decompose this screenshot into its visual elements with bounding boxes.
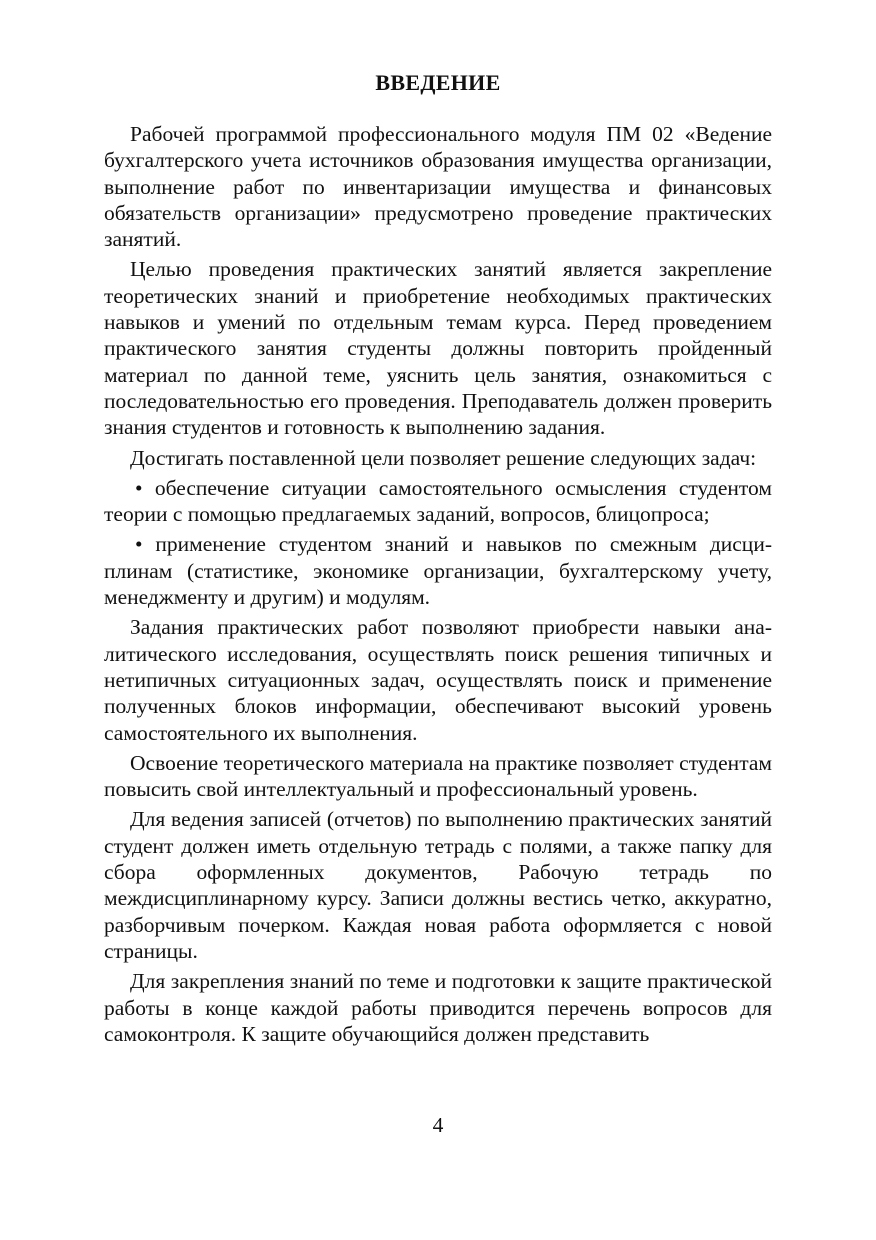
paragraph-tasks-intro: Достигать поставленной цели позволяет решение следующих задач: xyxy=(130,445,757,470)
paragraph-purpose: Целью проведения практических занятий является закрепление теоретических знаний и приобретение необходимых практических навыков и умений по отдельным темам курса. Перед проведением практического занятия студенты должны повторить пройденный материал по данной теме, уяснить цель занятия, ознакомиться с последовательностью его проведения. Преподаватель должен проверить знания студентов и готовность к выполнению задания. xyxy=(104,257,772,440)
page-number: 4 xyxy=(432,1113,444,1137)
paragraph-assignments: Задания практических работ позволяют приобрести навыки аналитического исследования, осуществлять поиск решения типичных и нетипичных ситуационных задач, осуществлять поиск и применение полученных блоков информации, обеспечивают высокий уровень самостоятельного их выполнения. xyxy=(104,615,772,745)
bullet-item-self-study: • обеспечение ситуации самостоятельного осмысления студентом теории с помощью предлагаемых заданий, вопросов, блицопроса; xyxy=(104,475,772,527)
paragraph-program: Рабочей программой профессионального модуля ПМ 02 «Ведение бухгалтерского учета источников образования имущества организации, выполнение работ по инвентаризации имущества и финансовых обязательств организации» предусмотрено проведение практических занятий. xyxy=(104,122,772,252)
document-page xyxy=(104,68,772,1051)
bullet-item-related-disciplines: • применение студентом знаний и навыков по смежным дисциплинам (статистике, экономике организации, бухгалтерскому учету, менеджменту и другим) и модулям. xyxy=(104,532,772,610)
paragraph-theory-mastery: Освоение теоретического материала на практике позволяет студентам повысить свой интеллектуальный и профессиональный уровень. xyxy=(104,750,772,802)
section-title: ВВЕДЕНИЕ xyxy=(375,70,501,95)
paragraph-self-control: Для закрепления знаний по теме и подготовки к защите практической работы в конце каждой работы приводится перечень вопросов для самоконтроля. К защите обучающийся должен представить xyxy=(104,969,772,1046)
paragraph-notebook: Для ведения записей (отчетов) по выполнению практических занятий студент должен иметь отдельную тетрадь с полями, а также папку для сбора оформленных документов, Рабочую тетрадь по междисциплинарному курсу. Записи должны вестись четко, аккуратно, разборчивым почерком. Каждая новая работа оформляется с новой страницы. xyxy=(104,807,772,963)
